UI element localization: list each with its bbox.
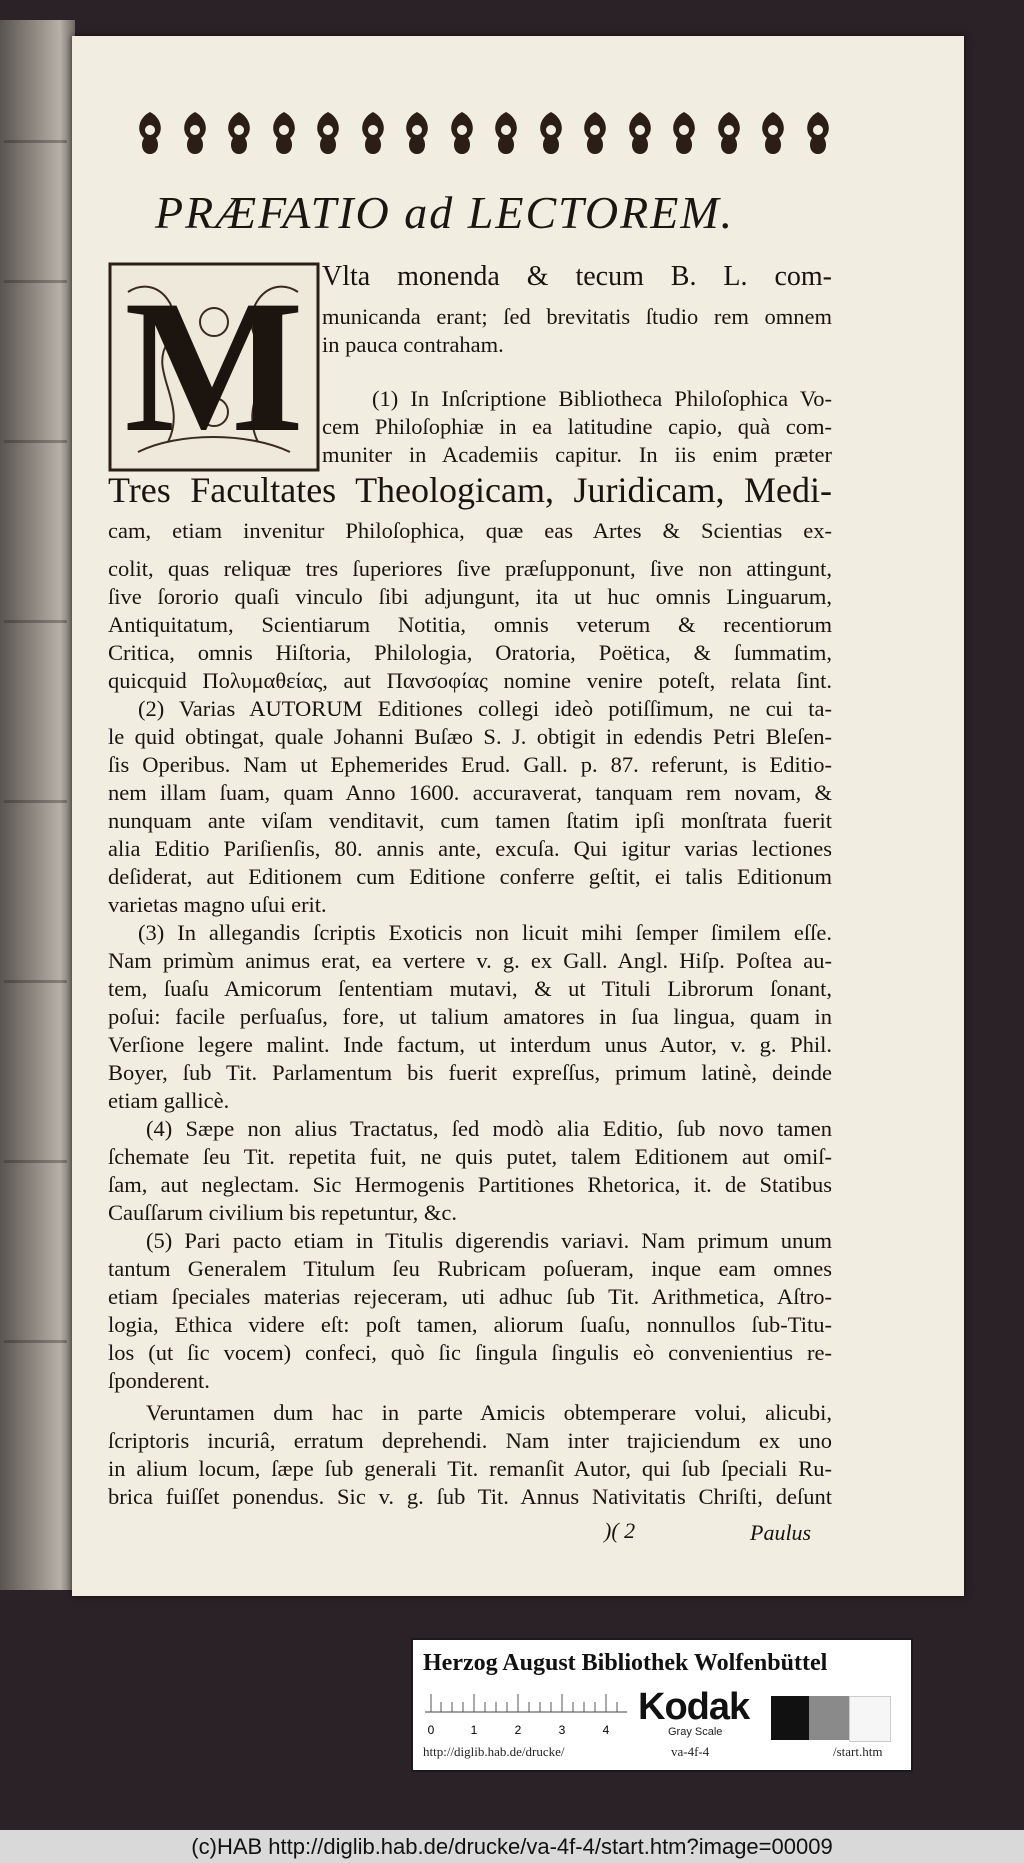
text-line: (4) Sæpe non alius Tractatus, ſed modò alia Editio, ſub novo tamen xyxy=(146,1116,832,1141)
text-line: ſponderent. xyxy=(108,1368,210,1393)
ornament-icon xyxy=(664,108,704,158)
text-line: ſis Operibus. Nam ut Ephemerides Erud. Gall. p. 87. referunt, is Editio- xyxy=(108,752,832,777)
text-line: los (ut ſic vocem) confeci, quò ſic ſingula ſingulis eò convenientius re- xyxy=(108,1340,832,1365)
ornament-icon xyxy=(442,108,482,158)
scan-url-suffix: /start.htm xyxy=(833,1744,883,1759)
text-line: municanda erant; ſed brevitatis ſtudio rem omnem xyxy=(322,304,832,329)
library-name: Herzog August Bibliothek Wolfenbüttel xyxy=(423,1650,828,1676)
decorated-initial-letter xyxy=(108,262,320,472)
text-line: etiam gallicè. xyxy=(108,1088,230,1113)
head-ornament-band xyxy=(130,106,838,160)
scan-url-prefix: http://diglib.hab.de/drucke/ xyxy=(423,1744,565,1759)
ornament-icon xyxy=(353,108,393,158)
text-line: varietas magno uſui erit. xyxy=(108,892,327,917)
text-line: (1) In Inſcriptione Bibliotheca Philoſophica Vo- xyxy=(372,386,832,411)
text-line: Antiquitatum, Scientiarum Notitia, omnis veterum & recentiorum xyxy=(108,612,832,637)
text-line: Tres Facultates Theologicam, Juridicam, Medi- xyxy=(108,470,832,510)
svg-text:0: 0 xyxy=(427,1723,435,1737)
ornament-icon xyxy=(308,108,348,158)
text-line: brica fuiſſet ponendus. Sic v. g. ſub Tit. Annus Nativitatis Chriſti, deſunt xyxy=(108,1484,832,1509)
ornament-icon xyxy=(709,108,749,158)
ruler-scale xyxy=(421,1688,631,1742)
text-line: deſiderat, aut Editionem cum Editione conferre geſtit, ei talis Editionum xyxy=(108,864,832,889)
text-line: Veruntamen dum hac in parte Amicis obtemperare volui, alicubi, xyxy=(146,1400,832,1425)
text-line: in pauca contraham. xyxy=(322,332,504,357)
svg-text:2: 2 xyxy=(514,1723,522,1737)
adjacent-page-edge xyxy=(0,20,75,1590)
text-line: Boyer, ſub Tit. Parlamentum bis fuerit expreſſus, primum latinè, deinde xyxy=(108,1060,832,1085)
gray-swatch-mid xyxy=(809,1696,849,1740)
text-line: colit, quas reliquæ tres ſuperiores ſive præſupponunt, ſive non attingunt, xyxy=(108,556,832,581)
text-line: alia Editio Pariſienſis, 80. annis ante, excuſa. Qui igitur varias lectiones xyxy=(108,836,832,861)
text-line: quicquid Πολυμαθείας, aut Πανσοφίας nomine venire poteſt, relata ſint. xyxy=(108,668,832,693)
kodak-logo: Kodak xyxy=(638,1686,750,1728)
text-line: (3) In allegandis ſcriptis Exoticis non licuit mihi ſemper ſimilem eſſe. xyxy=(138,920,832,945)
ornament-icon xyxy=(575,108,615,158)
gray-swatch-white xyxy=(849,1696,891,1742)
text-line: nunquam ante viſam venditavit, cum tamen ſtatim ipſi monſtrata fuerit xyxy=(108,808,832,833)
gray-swatch-black xyxy=(771,1696,809,1740)
svg-text:4: 4 xyxy=(602,1723,610,1737)
text-line: ſchemate ſeu Tit. repetita fuit, ne quis putet, talem Editionem aut omiſ- xyxy=(108,1144,832,1169)
scan-reference-card xyxy=(411,1638,913,1772)
text-line: le quid obtingat, quale Johanni Buſæo S. J. obtigit in edendis Petri Bleſen- xyxy=(108,724,832,749)
text-line: Vlta monenda & tecum B. L. com- xyxy=(322,264,832,291)
ornament-icon xyxy=(130,108,170,158)
signature-mark: )( 2 xyxy=(604,1518,636,1543)
ornament-icon xyxy=(798,108,838,158)
text-line: tantum Generalem Titulum ſeu Rubricam poſueram, inque eam omnes xyxy=(108,1256,832,1281)
text-line: (5) Pari pacto etiam in Titulis digerendis variavi. Nam primum unum xyxy=(146,1228,832,1253)
ornament-icon xyxy=(486,108,526,158)
scan-shelfmark: va-4f-4 xyxy=(671,1744,710,1759)
ornament-icon xyxy=(264,108,304,158)
text-line: Verſione legere malint. Inde factum, ut interdum unus Autor, v. g. Phil. xyxy=(108,1032,832,1057)
ornament-icon xyxy=(175,108,215,158)
text-line: muniter in Academiis capitur. In iis enim præter xyxy=(322,442,832,467)
catchword: Paulus xyxy=(750,1520,812,1545)
text-line: ſive ſororio quaſi vinculo ſibi adjungunt, ita ut huc omnis Linguarum, xyxy=(108,584,832,609)
page-title: PRÆFATIO ad LECTOREM. xyxy=(155,187,735,238)
svg-text:1: 1 xyxy=(470,1723,478,1737)
text-line: cem Philoſophiæ in ea latitudine capio, quà com- xyxy=(322,414,832,439)
text-line: ſcriptoris incuriâ, erratum deprehendi. Nam inter trajiciendum ex uno xyxy=(108,1428,832,1453)
ornament-icon xyxy=(753,108,793,158)
ornament-icon xyxy=(620,108,660,158)
svg-text:M: M xyxy=(124,262,304,472)
text-line: cam, etiam invenitur Philoſophica, quæ eas Artes & Scientias ex- xyxy=(108,518,832,543)
ornament-icon xyxy=(397,108,437,158)
text-line: (2) Varias AUTORUM Editiones collegi ideò potiſſimum, ne cui ta- xyxy=(138,696,832,721)
ornament-icon xyxy=(219,108,259,158)
text-line: Critica, omnis Hiſtoria, Philologia, Oratoria, Poëtica, & ſummatim, xyxy=(108,640,832,665)
text-line: etiam ſpeciales materias rejeceram, uti adhuc ſub Tit. Arithmetica, Aſtro- xyxy=(108,1284,832,1309)
copyright-footer: (c)HAB http://diglib.hab.de/drucke/va-4f-4/start.htm?image=00009 xyxy=(0,1830,1024,1863)
text-line: nem illam ſuam, quam Anno 1600. accuraverat, tanquam rem novam, & xyxy=(108,780,832,805)
text-line: tem, ſuaſu Amicorum ſententiam mutavi, & ut Tituli Librorum ſonant, xyxy=(108,976,832,1001)
text-line: logia, Ethica videre eſt: poſt tamen, aliorum ſuaſu, nonnullos ſub-Titu- xyxy=(108,1312,832,1337)
text-line: Nam primùm animus erat, ea vertere v. g. ex Gall. Angl. Hiſp. Poſtea au- xyxy=(108,948,832,973)
svg-text:3: 3 xyxy=(558,1723,566,1737)
text-line: Cauſſarum civilium bis repetuntur, &c. xyxy=(108,1200,458,1225)
text-line: ſam, aut neglectam. Sic Hermogenis Partitiones Rhetorica, it. de Statibus xyxy=(108,1172,832,1197)
text-line: poſui: facile perſuaſus, fore, ut talium amatores in ſua lingua, quam in xyxy=(108,1004,832,1029)
ornament-icon xyxy=(531,108,571,158)
text-line: in alium locum, ſæpe ſub generali Tit. remanſit Autor, qui ſub ſpeciali Ru- xyxy=(108,1456,832,1481)
gray-scale-label: Gray Scale xyxy=(668,1726,723,1738)
